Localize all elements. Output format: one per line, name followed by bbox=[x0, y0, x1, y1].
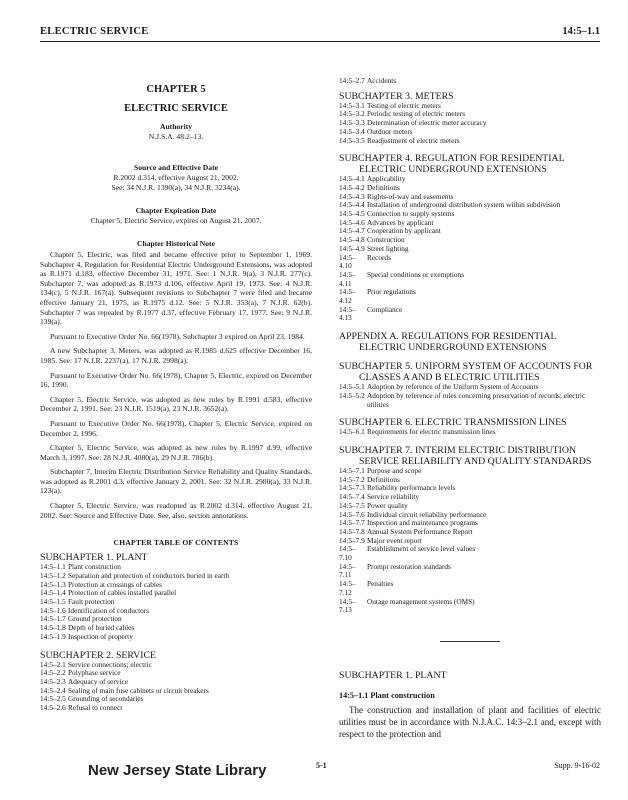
toc-entry-number: 14:5–2.7 bbox=[339, 76, 365, 85]
toc-entry-title: Inspection of property bbox=[68, 631, 133, 641]
toc-entry-title: Special conditions or exemptions bbox=[367, 269, 465, 279]
page-number: 5-1 bbox=[316, 761, 327, 770]
toc-entry-number: 14:5–3.1 bbox=[339, 100, 365, 110]
toc-entry-number: 14:5–4.8 bbox=[339, 235, 365, 245]
toc-entry-number: 14:5–4.10 bbox=[339, 252, 356, 271]
toc-entry-title: Refusal to connect bbox=[68, 703, 123, 713]
toc-entry-number: 14:5–1.3 bbox=[40, 579, 66, 589]
toc-entry-number: 14:5–7.5 bbox=[339, 500, 365, 510]
toc-entry-title: Power quality bbox=[367, 500, 408, 510]
toc-entry-title: Adoption by reference of the Uniform System of Accounts bbox=[367, 382, 539, 392]
toc-entry-number: 14:5–2.2 bbox=[40, 668, 66, 678]
toc-entry-number: 14:5–7.12 bbox=[339, 579, 356, 597]
section-divider bbox=[440, 641, 500, 642]
toc-entry-number: 14:5–4.1 bbox=[339, 174, 365, 184]
toc-right-list bbox=[339, 91, 601, 615]
toc-entry-number: 14:5–7.9 bbox=[339, 535, 365, 545]
toc-entry-title: Purpose and scope bbox=[367, 465, 422, 475]
toc-entry-number: 14:5–3.4 bbox=[339, 126, 365, 136]
toc-entry-title: Reliability performance levels bbox=[367, 483, 456, 493]
toc-entry-number: 14:5–3.2 bbox=[339, 109, 365, 119]
toc-entry-title: Adoption by reference of rules concerning preservation of records; electric utilities bbox=[367, 390, 586, 409]
toc-entry-title: Applicability bbox=[367, 174, 406, 184]
toc-entry-title: Requirements for electric transmission lines bbox=[367, 427, 496, 437]
toc-entry-title: Definitions bbox=[367, 182, 400, 192]
toc-entry-title: Testing of electric meters bbox=[367, 100, 441, 110]
toc-entry[interactable] bbox=[339, 598, 601, 615]
toc-entry-number: 14:5–7.8 bbox=[339, 526, 365, 536]
toc-entry[interactable] bbox=[339, 428, 601, 437]
toc-entry-title: Annual System Performance Report bbox=[367, 526, 473, 536]
right-column bbox=[339, 77, 601, 740]
expiration-heading: Chapter Expiration Date bbox=[135, 206, 217, 215]
toc-heading: CHAPTER TABLE OF CONTENTS bbox=[113, 538, 239, 548]
toc-entry[interactable] bbox=[339, 580, 601, 597]
body-section-heading: 14:5–1.1 Plant construction bbox=[339, 690, 435, 700]
toc-entry-number: 14:5–7.7 bbox=[339, 518, 365, 528]
toc-entry-number: 14:5–4.4 bbox=[339, 200, 365, 210]
toc-entry[interactable] bbox=[40, 633, 312, 642]
toc-entry-title: Records bbox=[367, 252, 391, 262]
toc-entry-number: 14:5–3.3 bbox=[339, 118, 365, 128]
toc-subchapter-heading[interactable]: SUBCHAPTER 4. REGULATION FOR RESIDENTIAL ELECTRIC UNDERGROUND EXTENSIONS bbox=[339, 153, 565, 176]
toc-entry-number: 14:5–4.9 bbox=[339, 243, 365, 253]
toc-entry[interactable] bbox=[339, 254, 601, 271]
toc-subchapter-heading[interactable]: SUBCHAPTER 6. ELECTRIC TRANSMISSION LINES bbox=[339, 417, 567, 429]
header-rule bbox=[40, 41, 600, 42]
toc-entry-number: 14:5–1.6 bbox=[40, 605, 66, 615]
toc-entry-title: Advances by applicant bbox=[367, 217, 434, 227]
toc-entry-title: Plant construction bbox=[68, 562, 121, 572]
toc-entry-number: 14:5–5.1 bbox=[339, 382, 365, 392]
page-footer bbox=[0, 760, 628, 784]
toc-entry-title: Sealing of main fuse cabinets or circuit breakers bbox=[68, 685, 209, 695]
toc-entry-title: Inspection and maintenance programs bbox=[367, 518, 478, 528]
toc-entry-title: Adequacy of service bbox=[68, 676, 128, 686]
toc-entry-title: Service connections; electric bbox=[68, 659, 152, 669]
header-section-number: 14:5–1.1 bbox=[562, 26, 600, 37]
toc-entry-number: 14:5–7.4 bbox=[339, 492, 365, 502]
toc-entry-number: 14:5–1.7 bbox=[40, 614, 66, 624]
toc-left-list bbox=[40, 552, 312, 713]
toc-entry-title: Readjustment of electric meters bbox=[367, 135, 460, 145]
toc-entry[interactable] bbox=[40, 704, 312, 713]
supplement-date: Supp. 9-16-02 bbox=[554, 761, 600, 770]
toc-entry-number: 14:5–2.5 bbox=[40, 694, 66, 704]
toc-entry-number: 14:5–7.10 bbox=[339, 544, 356, 563]
toc-entry-number: 14:5–5.2 bbox=[339, 390, 365, 400]
toc-entry-number: 14:5–7.1 bbox=[339, 465, 365, 475]
toc-entry-title: Outdoor meters bbox=[367, 126, 413, 136]
historical-note bbox=[40, 250, 312, 520]
toc-entry-number: 14:5–4.7 bbox=[339, 226, 365, 236]
toc-entry-title: Grounding of secondaries bbox=[68, 694, 144, 704]
body-paragraph: The construction and installation of plant and facilities of electric utilities must be in accordance with N.J.A.C. 14:3–2.1 and, except with respect to the protection and bbox=[339, 704, 601, 739]
expiration-text: Chapter 5, Electric Service, expires on August 21, 2007. bbox=[90, 216, 262, 225]
chapter-title: ELECTRIC SERVICE bbox=[124, 103, 228, 114]
chapter-number: CHAPTER 5 bbox=[146, 84, 206, 95]
toc-entry-title: Compliance bbox=[367, 304, 403, 314]
historical-note-paragraph: Subchapter 7, Interim Electric Distribution Service Reliability and Quality Standards, was adopted as R.2001 d.3, effective January 2, 2001. See: 32 N.J.R. 2980(a), 33 N.J.R. 123(a). bbox=[40, 467, 312, 496]
toc-entry-number: 14:5–7.3 bbox=[339, 483, 365, 493]
historical-note-paragraph: Chapter 5, Electric, was filed and became effective prior to September 1, 1969. Subchapter 4, Regulation for Residential Electric Underground Extensions, was adopted as R.1971 d.183, effective December 31, 1971. See: 1 N.J.R. 9(a), 3 N.J.R. 277(c). Subchapter 7, was adopted as R.1973 d.106, effective April 19, 1973. See: 4 N.J.R. 134(c), 5 N.J.R. 167(a). Subsequent revisions to Subchapter 7 were filed and became effective January 21, 1975, as R.1975 d.12. See: 5 N.J.R. 353(a), 7 N.J.R. 62(b). Subchapter 7 was repealed by R.1977 d.37, effective February 17, 1977. See: 9 N.J.R. 139(a). bbox=[40, 250, 312, 327]
toc-entry-number: 14:5–1.2 bbox=[40, 570, 66, 580]
toc-entry-title: Protection of cables installed parallel bbox=[68, 588, 177, 598]
toc-entry-title: Individual circuit reliability performance bbox=[367, 509, 487, 519]
authority-heading: Authority bbox=[159, 122, 193, 131]
historical-note-paragraph: A new Subchapter 3, Meters, was adopted as R.1985 d.625 effective December 16, 1985. See: 17 N.J.R. 2237(a), 17 N.J.R. 2998(a). bbox=[40, 346, 312, 365]
toc-entry-number: 14:5–3.5 bbox=[339, 135, 365, 145]
toc-entry-title: Identification of conductors bbox=[68, 605, 150, 615]
toc-entry-title: Penalties bbox=[367, 579, 394, 589]
toc-entry-number: 14:5–7.11 bbox=[339, 561, 356, 580]
toc-entry[interactable] bbox=[339, 545, 601, 562]
toc-entry-title: Separation and protection of conductors buried in earth bbox=[68, 570, 230, 580]
running-header bbox=[40, 26, 600, 42]
toc-subchapter-heading[interactable]: SUBCHAPTER 7. INTERIM ELECTRIC DISTRIBUTION SERVICE RELIABILITY AND QUALITY STANDARDS bbox=[339, 444, 592, 467]
toc-entry-number: 14:5–2.3 bbox=[40, 676, 66, 686]
header-title: ELECTRIC SERVICE bbox=[40, 26, 149, 37]
historical-note-paragraph: Chapter 5, Electric Service, was readopted as R.2002 d.314, effective August 21, 2002. See: Source and Effective Date. See, also, section annotations. bbox=[40, 501, 312, 520]
toc-entry-title: Definitions bbox=[367, 474, 400, 484]
toc-entry-title: Major event report bbox=[367, 535, 422, 545]
toc-entry-number: 14:5–4.2 bbox=[339, 182, 365, 192]
library-stamp: New Jersey State Library bbox=[88, 762, 267, 779]
toc-entry-number: 14:5–7.2 bbox=[339, 474, 365, 484]
toc-entry-number: 14:5–4.6 bbox=[339, 217, 365, 227]
toc-entry-number: 14:5–1.9 bbox=[40, 631, 66, 641]
toc-entry-number: 14:5–6.1 bbox=[339, 427, 365, 437]
toc-entry-title: Outage management systems (OMS) bbox=[367, 596, 475, 606]
toc-entry-title: Accidents bbox=[367, 76, 397, 85]
historical-note-heading: Chapter Historical Note bbox=[137, 239, 215, 248]
source-text-1: R.2002 d.314, effective August 21, 2002. bbox=[113, 173, 239, 182]
toc-entry-number: 14:5–2.6 bbox=[40, 703, 66, 713]
toc-subchapter-heading[interactable]: SUBCHAPTER 2. SERVICE bbox=[40, 649, 156, 661]
toc-entry-number: 14:5–1.5 bbox=[40, 597, 66, 607]
toc-entry-title: Fault protection bbox=[68, 597, 115, 607]
toc-subchapter-heading[interactable]: SUBCHAPTER 3. METERS bbox=[339, 90, 454, 102]
toc-entry-number: 14:5–1.1 bbox=[40, 562, 66, 572]
toc-entry-number: 14:5–4.11 bbox=[339, 269, 356, 288]
toc-entry[interactable] bbox=[339, 392, 601, 409]
toc-entry-number: 14:5–2.1 bbox=[40, 659, 66, 669]
toc-entry-title: Determination of electric meter accuracy bbox=[367, 118, 487, 128]
toc-entry[interactable] bbox=[339, 77, 601, 86]
toc-entry-title: Prior regulations bbox=[367, 287, 416, 297]
toc-entry[interactable] bbox=[339, 137, 601, 146]
toc-entry-number: 14:5–4.5 bbox=[339, 209, 365, 219]
toc-entry-title: Street lighting bbox=[367, 243, 409, 253]
toc-entry[interactable] bbox=[339, 288, 601, 305]
toc-entry-number: 14:5–1.4 bbox=[40, 588, 66, 598]
body-subchapter-heading: SUBCHAPTER 1. PLANT bbox=[339, 669, 447, 681]
toc-entry-number: 14:5–7.13 bbox=[339, 596, 356, 615]
toc-entry-title: Periodic testing of electric meters bbox=[367, 109, 466, 119]
toc-entry-title: Construction bbox=[367, 235, 405, 245]
toc-entry-title: Rights-of-way and easements bbox=[367, 191, 454, 201]
toc-entry-title: Polyphase service bbox=[68, 668, 121, 678]
toc-entry-number: 14:5–4.3 bbox=[339, 191, 365, 201]
toc-entry[interactable] bbox=[339, 563, 601, 580]
left-column bbox=[40, 78, 312, 713]
toc-entry-title: Installation of underground distribution system within subdivision bbox=[367, 200, 561, 210]
toc-entry[interactable] bbox=[339, 271, 601, 288]
toc-entry-title: Connection to supply systems bbox=[367, 209, 455, 219]
toc-entry-title: Ground protection bbox=[68, 614, 122, 624]
toc-entry-title: Depth of buried cables bbox=[68, 623, 135, 633]
historical-note-paragraph: Pursuant to Executive Order No. 66(1978), Chapter 5, Electric Service, expired on December 2, 1996. bbox=[40, 418, 312, 438]
toc-entry-title: Protection at crossings of cables bbox=[68, 579, 163, 589]
toc-entry-number: 14:5–7.6 bbox=[339, 509, 365, 519]
toc-entry-number: 14:5–1.8 bbox=[40, 623, 66, 633]
toc-entry-title: Cooperation by applicant bbox=[367, 226, 441, 236]
historical-note-paragraph: Chapter 5, Electric Service, was adopted as new rules by R.1991 d.583, effective December 2, 1991. See: 23 N.J.R. 1519(a), 23 N.J.R. 3652(a). bbox=[40, 394, 312, 414]
toc-entry-title: Establishment of service level values bbox=[367, 544, 476, 554]
toc-entry-number: 14:5–2.4 bbox=[40, 685, 66, 695]
toc-entry[interactable] bbox=[339, 306, 601, 323]
historical-note-paragraph: Chapter 5, Electric Service, was adopted as new rules by R.1997 d.99, effective March 3, 1997. See: 28 N.J.R. 4080(a), 29 N.J.R. 786(b). bbox=[40, 443, 312, 462]
historical-note-paragraph: Pursuant to Executive Order No. 66(1978), Subchapter 3 expired on April 23, 1984. bbox=[50, 331, 305, 341]
toc-entry-number: 14:5–4.12 bbox=[339, 287, 356, 306]
source-text-2: See: 34 N.J.R. 1390(a), 34 N.J.R. 3234(a). bbox=[111, 183, 241, 192]
toc-entry-title: Prompt restoration standards bbox=[367, 561, 451, 571]
authority-text: N.J.S.A. 48:2–13. bbox=[148, 132, 204, 141]
toc-subchapter-heading[interactable]: APPENDIX A. REGULATIONS FOR RESIDENTIAL ELECTRIC UNDERGROUND EXTENSIONS bbox=[339, 331, 557, 354]
toc-subchapter-heading[interactable]: SUBCHAPTER 1. PLANT bbox=[40, 552, 148, 564]
toc-subchapter-heading[interactable]: SUBCHAPTER 5. UNIFORM SYSTEM OF ACCOUNTS FOR CLASSES A AND B ELECTRIC UTILITIES bbox=[339, 361, 593, 384]
historical-note-paragraph: Pursuant to Executive Order No. 66(1978), Chapter 5, Electric, expired on December 16, 1990. bbox=[40, 370, 312, 390]
toc-entry-title: Service reliability bbox=[367, 492, 420, 502]
toc-entry-number: 14:5–4.13 bbox=[339, 304, 356, 323]
source-heading: Source and Effective Date bbox=[133, 163, 218, 172]
